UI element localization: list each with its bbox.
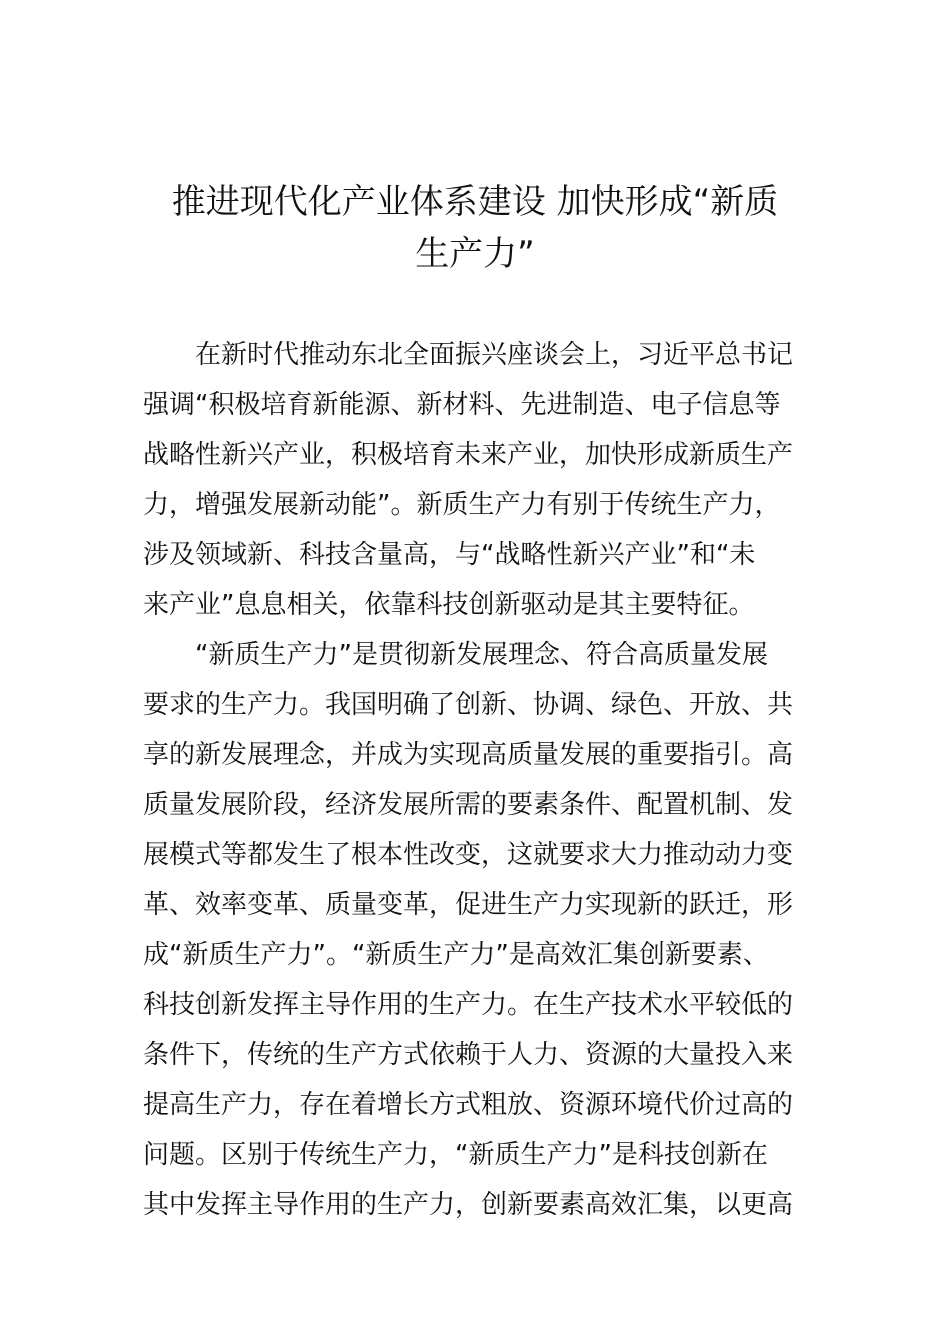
- text-line: 提高生产力，存在着增长方式粗放、资源环境代价过高的: [143, 1090, 794, 1120]
- text-line: “新质生产力”是贯彻新发展理念、符合高质量发展: [195, 640, 768, 670]
- text-line: 其中发挥主导作用的生产力，创新要素高效汇集，以更高: [143, 1190, 794, 1220]
- text-line: 来产业”息息相关，依靠科技创新驱动是其主要特征。: [143, 590, 755, 620]
- text-line: 科技创新发挥主导作用的生产力。在生产技术水平较低的: [143, 990, 794, 1020]
- title-line: 生产力”: [415, 234, 535, 274]
- text-line: 战略性新兴产业，积极培育未来产业，加快形成新质生产: [143, 440, 794, 470]
- text-line: 涉及领域新、科技含量高，与“战略性新兴产业”和“未: [143, 540, 756, 570]
- paragraph-1: [143, 330, 823, 630]
- text-line: 革、效率变革、质量变革，促进生产力实现新的跃迁，形: [143, 890, 794, 920]
- text-line: 在新时代推动东北全面振兴座谈会上，习近平总书记: [195, 340, 794, 370]
- text-line: 享的新发展理念，并成为实现高质量发展的重要指引。高: [143, 740, 794, 770]
- title-line: 推进现代化产业体系建设 加快形成“新质: [171, 182, 779, 222]
- text-line: 质量发展阶段，经济发展所需的要素条件、配置机制、发: [143, 790, 794, 820]
- text-line: 成“新质生产力”。“新质生产力”是高效汇集创新要素、: [143, 940, 769, 970]
- text-line: 要求的生产力。我国明确了创新、协调、绿色、开放、共: [143, 690, 794, 720]
- text-line: 问题。区别于传统生产力，“新质生产力”是科技创新在: [143, 1140, 768, 1170]
- paragraph-2: [143, 630, 823, 1230]
- text-line: 条件下，传统的生产方式依赖于人力、资源的大量投入来: [143, 1040, 794, 1070]
- text-line: 力，增强发展新动能”。新质生产力有别于传统生产力，: [143, 490, 781, 520]
- text-line: 展模式等都发生了根本性改变，这就要求大力推动动力变: [143, 840, 794, 870]
- document-title: [140, 176, 810, 280]
- text-line: 强调“积极培育新能源、新材料、先进制造、电子信息等: [143, 390, 781, 420]
- document-body: [143, 330, 823, 1230]
